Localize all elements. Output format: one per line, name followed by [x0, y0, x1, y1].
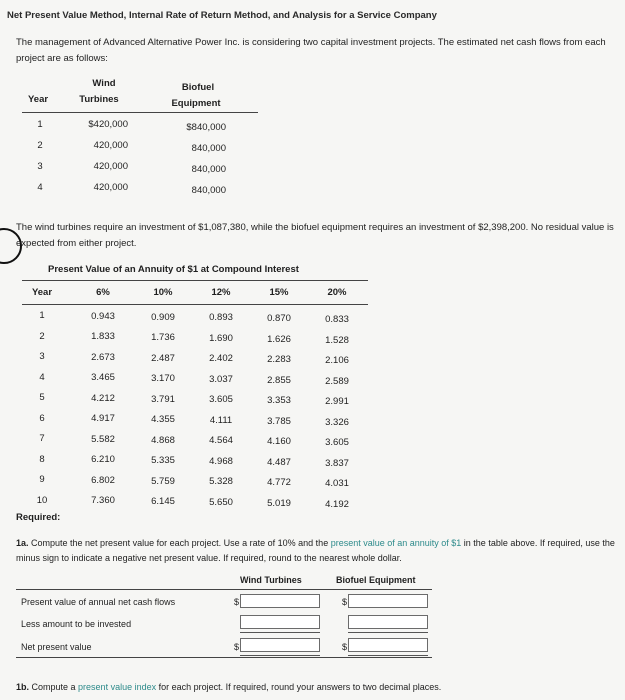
wind-pv-cash-flows-input[interactable]	[240, 594, 320, 608]
pv-factor-cell: 2.402	[209, 353, 233, 365]
pv-factor-cell: 1.690	[209, 332, 233, 344]
pv-factor-cell: 1.833	[91, 331, 115, 343]
pv-year-cell: 3	[39, 351, 45, 362]
wind-subtotal-rule	[240, 632, 320, 633]
pv-factor-cell: 5.582	[91, 433, 115, 445]
pv-year-cell: 1	[39, 310, 45, 321]
pv-factor-cell: 0.833	[325, 314, 349, 325]
bio-subtotal-rule	[348, 632, 428, 633]
task-1a-text-after: in the table above. If required, use the minus sign to indicate a negative net present value. If required, round to the nearest whole dollar.	[16, 538, 615, 563]
pv-header-rate: 6%	[96, 287, 110, 298]
investment-paragraph: The wind turbines require an investment of $1,087,380, while the biofuel equipment requires an investment of $2,398,200. No residual value is expected from either project.	[16, 222, 614, 249]
pv-title-rule	[22, 280, 368, 281]
pv-year-cell: 4	[39, 371, 45, 383]
pv-factor-cell: 1.626	[267, 333, 291, 345]
pv-year-cell: 8	[39, 453, 45, 465]
pv-factor-cell: 3.837	[325, 457, 349, 469]
task-1b	[16, 680, 620, 695]
pv-factor-cell: 2.991	[325, 396, 349, 407]
pv-factor-cell: 2.855	[267, 374, 291, 386]
page-title: Net Present Value Method, Internal Rate of Return Method, and Analysis for a Service Company	[7, 10, 437, 21]
pv-year-cell: 7	[39, 433, 45, 444]
pv-header-year: Year	[31, 287, 53, 298]
answer-header-rule	[16, 589, 432, 590]
cf-year-cell: 1	[37, 119, 43, 130]
answer-col-bio: Biofuel Equipment	[336, 575, 416, 585]
pv-factor-cell: 4.212	[91, 392, 115, 404]
pv-factor-cell: 3.465	[91, 372, 115, 384]
cf-bio-cell: 840,000	[191, 185, 226, 196]
wind-npv-input[interactable]	[240, 638, 320, 652]
answer-row-label: Less amount to be invested	[21, 619, 132, 629]
task-1b-text-before: Compute a	[29, 682, 79, 692]
bio-double-rule	[348, 655, 428, 656]
answer-dollar-sign: $	[234, 597, 240, 607]
pv-factor-cell: 5.759	[151, 475, 175, 487]
pv-factor-cell: 5.019	[267, 497, 291, 509]
pv-factor-cell: 0.870	[267, 313, 291, 325]
wind-double-rule	[240, 655, 320, 656]
pv-factor-cell: 5.328	[209, 476, 233, 488]
pv-year-cell: 2	[39, 330, 45, 342]
pv-factor-cell: 3.605	[209, 394, 233, 406]
pv-factor-cell: 3.791	[151, 393, 175, 405]
pv-factor-cell: 4.868	[151, 434, 175, 446]
cf-header-year: Year	[28, 94, 49, 105]
answer-dollar-sign: $	[234, 642, 240, 652]
cf-year-cell: 4	[37, 182, 43, 193]
pv-factor-cell: 4.564	[209, 435, 233, 447]
task-1b-number: 1b.	[16, 682, 30, 692]
pv-factor-cell: 0.943	[91, 310, 115, 322]
pv-header-rate: 15%	[269, 287, 289, 298]
pv-header-rate: 10%	[153, 287, 173, 298]
pv-factor-cell: 3.326	[325, 416, 349, 428]
pv-factor-cell: 4.487	[267, 456, 291, 468]
pv-year-cell: 5	[39, 392, 45, 403]
pv-factor-cell: 6.210	[91, 454, 115, 466]
pv-factor-cell: 6.145	[151, 496, 175, 508]
pv-factor-cell: 4.160	[267, 436, 291, 448]
cf-wind-cell: 420,000	[93, 140, 128, 151]
cf-wind-cell: 420,000	[93, 182, 128, 193]
answer-row-label: Net present value	[21, 642, 92, 652]
answer-col-wind: Wind Turbines	[240, 575, 302, 585]
pv-factor-cell: 5.335	[151, 455, 175, 467]
cf-wind-cell: $420,000	[88, 119, 128, 130]
task-1b-text-after: for each project. If required, round your answers to two decimal places.	[156, 682, 442, 692]
required-label: Required:	[16, 512, 61, 523]
cf-header-rule	[22, 112, 258, 113]
pv-table-title: Present Value of an Annuity of $1 at Compound Interest	[48, 264, 299, 275]
pv-factor-cell: 2.673	[91, 351, 115, 363]
pv-header-rule	[22, 304, 368, 305]
pv-factor-cell: 4.772	[267, 477, 291, 489]
task-1a-text-before: Compute the net present value for each project. Use a rate of 10% and the	[28, 538, 331, 548]
pv-factor-cell: 4.192	[325, 498, 349, 510]
answer-bottom-rule	[16, 657, 432, 658]
answer-dollar-sign: $	[342, 597, 348, 607]
task-1a	[16, 536, 620, 566]
task-1a-link[interactable]: present value of an annuity of $1	[330, 538, 462, 548]
pv-factor-cell: 3.037	[209, 373, 233, 385]
cf-header-bio-2: Equipment	[171, 98, 221, 109]
pv-factor-cell: 4.031	[325, 478, 349, 489]
pv-factor-cell: 0.893	[209, 312, 233, 324]
pv-factor-cell: 2.283	[267, 354, 291, 366]
intro-paragraph: The management of Advanced Alternative Power Inc. is considering two capital investment projects. The estimated net cash flows from each project are as follows:	[16, 37, 606, 64]
pv-factor-cell: 2.106	[325, 355, 349, 366]
pv-factor-cell: 2.589	[325, 375, 349, 387]
pv-factor-cell: 1.528	[325, 334, 349, 346]
pv-year-cell: 9	[39, 474, 45, 485]
pv-header-rate: 20%	[327, 287, 347, 298]
pv-factor-cell: 2.487	[151, 352, 175, 364]
bio-invested-input[interactable]	[348, 615, 428, 629]
pv-factor-cell: 4.111	[209, 414, 233, 426]
pv-factor-cell: 7.360	[91, 495, 115, 507]
wind-invested-input[interactable]	[240, 615, 320, 629]
pv-factor-cell: 1.736	[151, 332, 175, 344]
pv-factor-cell: 4.917	[91, 413, 115, 425]
task-1b-link[interactable]: present value index	[78, 682, 157, 692]
pv-year-cell: 10	[36, 494, 48, 506]
answer-dollar-sign: $	[342, 642, 348, 652]
cf-year-cell: 2	[37, 140, 43, 151]
bio-pv-cash-flows-input[interactable]	[348, 594, 428, 608]
cf-bio-cell: 840,000	[191, 143, 226, 154]
cf-year-cell: 3	[37, 161, 43, 172]
pv-factor-cell: 4.968	[209, 455, 233, 467]
bio-npv-input[interactable]	[348, 638, 428, 652]
pv-year-cell: 6	[39, 412, 45, 424]
task-1a-number: 1a.	[16, 538, 29, 548]
pv-factor-cell: 5.650	[209, 496, 233, 508]
pv-factor-cell: 3.785	[267, 415, 291, 427]
pv-factor-cell: 3.353	[267, 395, 291, 407]
pv-factor-cell: 0.909	[151, 311, 175, 323]
cf-wind-cell: 420,000	[93, 161, 128, 172]
cf-header-wind-2: Turbines	[79, 94, 119, 105]
cf-bio-cell: $840,000	[186, 122, 226, 133]
pv-factor-cell: 3.170	[151, 373, 175, 385]
cf-header-bio-1: Biofuel	[181, 82, 215, 93]
pv-factor-cell: 6.802	[91, 474, 115, 486]
pv-factor-cell: 4.355	[151, 414, 175, 426]
cf-header-wind-1: Wind	[92, 78, 116, 89]
answer-row-label: Present value of annual net cash flows	[21, 597, 176, 607]
pv-header-rate: 12%	[211, 287, 231, 298]
cf-bio-cell: 840,000	[191, 164, 226, 175]
pv-factor-cell: 3.605	[325, 437, 349, 448]
